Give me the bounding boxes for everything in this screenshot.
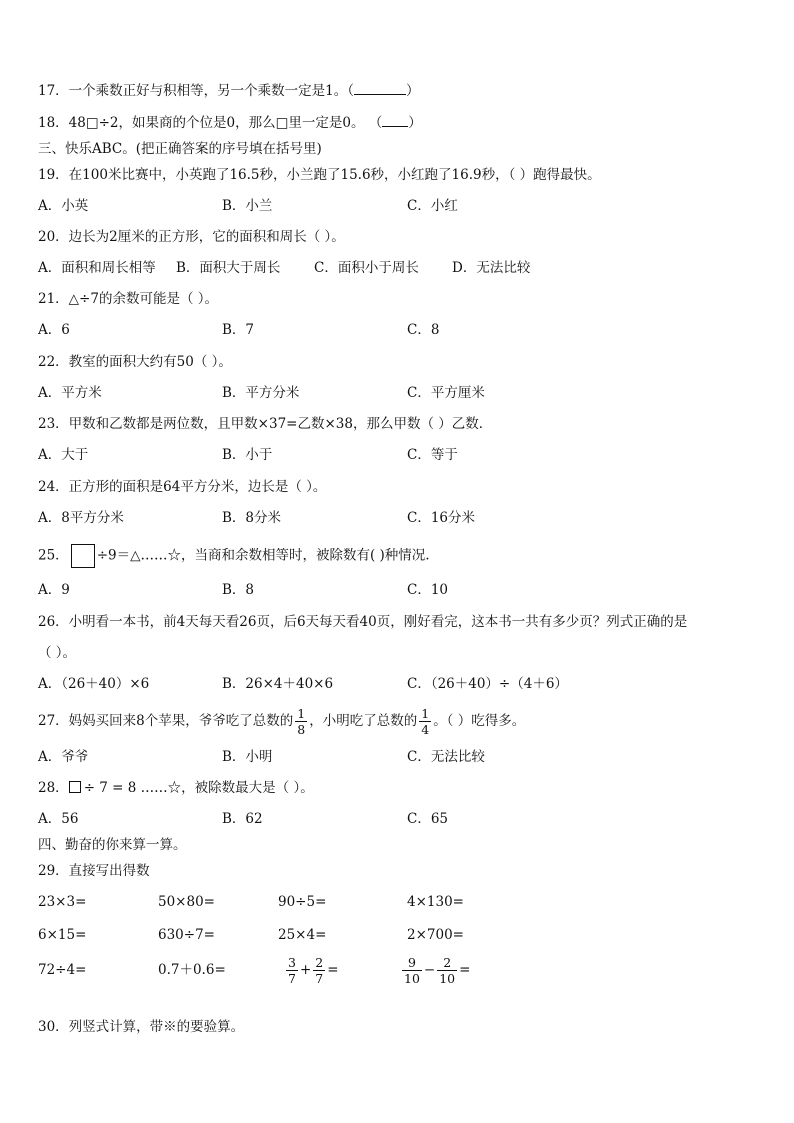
q23-option-c[interactable]: C．等于 [407,447,458,463]
fraction-numerator: 2 [315,955,324,970]
q21-option-c[interactable]: C．8 [407,322,440,338]
q24-option-a[interactable]: A．8平方分米 [38,510,124,526]
q20-option-c[interactable]: C．面积小于周长 [314,260,419,276]
q21-option-b[interactable]: B．7 [222,322,255,338]
question-26-blank: （ ）。 [38,645,77,661]
question-30: 30．列竖式计算，带※的要验算。 [38,1019,245,1035]
fraction-one-eighth [295,706,307,737]
question-24: 24．正方形的面积是64平方分米，边长是（ ）。 [38,479,327,495]
question-27-part3: 。（ ）吃得多。 [433,713,526,729]
q19-option-a[interactable]: A．小英 [38,198,89,214]
q25-option-a[interactable]: A．9 [38,582,70,598]
calc-item: 50×80= [158,894,215,910]
q22-option-c[interactable]: C．平方厘米 [407,385,485,401]
question-17 [38,82,420,100]
q27-option-b[interactable]: B．小明 [222,749,273,765]
q24-option-b[interactable]: B．8分米 [222,510,282,526]
q28-option-b[interactable]: B．62 [222,811,263,827]
question-25-text: ÷9＝△……☆，当商和余数相等时，被除数有( )种情况. [96,547,430,564]
calc-item: 630÷7= [158,927,215,943]
question-18-close: ） [408,115,422,131]
answer-blank-18[interactable] [382,114,408,127]
question-17-close: ） [406,83,420,99]
q22-option-b[interactable]: B．平方分米 [222,385,300,401]
plus-sign: + [299,962,312,978]
q27-option-c[interactable]: C．无法比较 [407,749,485,765]
question-27-part1: 27．妈妈买回来8个苹果，爷爷吃了总数的 [38,713,294,729]
fraction-denominator: 7 [315,971,324,986]
q23-option-a[interactable]: A．大于 [38,447,89,463]
fraction-denominator: 10 [439,971,456,986]
fraction-expression-2 [400,950,470,990]
q28-option-c[interactable]: C．65 [407,811,449,827]
question-28 [38,779,314,797]
q24-option-c[interactable]: C．16分米 [407,510,476,526]
fraction-numerator: 9 [407,955,416,970]
q27-option-a[interactable]: A．爷爷 [38,749,89,765]
q25-option-c[interactable]: C．10 [407,582,449,598]
answer-blank-17[interactable] [354,82,406,95]
minus-sign: − [423,962,436,978]
question-18 [38,114,422,132]
section-3-heading: 三、快乐ABC。(把正确答案的序号填在括号里) [38,141,322,157]
fraction [402,955,422,986]
fraction-denominator: 7 [288,971,296,986]
fraction-numerator: 3 [288,955,296,970]
calc-item: 90÷5= [278,894,327,910]
calc-item: 4×130= [407,894,464,910]
question-28-number: 28． [38,780,69,796]
calc-item: 6×15= [38,927,87,943]
question-21: 21．△÷7的余数可能是（ ）。 [38,291,219,307]
q21-option-a[interactable]: A．6 [38,322,70,338]
fraction-denominator: 10 [404,971,420,986]
q19-option-c[interactable]: C．小红 [407,198,458,214]
q26-option-c[interactable]: C．（26＋40）÷（4＋6） [407,676,568,692]
fraction [437,955,457,986]
question-19: 19．在100米比赛中，小英跑了16.5秒，小兰跑了15.6秒，小红跑了16.9秒，（ ）跑得最快。 [38,167,601,183]
fraction-expression-1 [284,950,339,990]
question-26: 26．小明看一本书，前4天每天看26页，后6天每天看40页，刚好看完，这本书一共有多少页？列式正确的是 [38,614,688,630]
question-22: 22．教室的面积大约有50（ ）。 [38,354,232,370]
question-17-text: 17．一个乘数正好与积相等，另一个乘数一定是1。（ [38,83,355,99]
calc-item: 72÷4= [38,962,87,978]
question-27 [38,704,525,738]
calc-item: 0.7＋0.6= [158,962,226,978]
equals-sign: = [459,962,471,978]
q20-option-b[interactable]: B．面积大于周长 [176,260,281,276]
calc-item: 2×700= [407,927,464,943]
calc-item: 23×3= [38,894,87,910]
fraction-numerator: 2 [443,955,452,970]
question-25-number: 25． [38,547,69,564]
section-4-heading: 四、勤奋的你来算一算。 [38,837,187,853]
dividend-box[interactable] [69,781,81,793]
calc-item: 25×4= [278,927,327,943]
q23-option-b[interactable]: B．小于 [222,447,273,463]
q20-option-d[interactable]: D．无法比较 [452,260,531,276]
fraction-numerator: 1 [297,706,306,721]
q28-option-a[interactable]: A．56 [38,811,79,827]
fraction [286,955,298,986]
q26-option-a[interactable]: A．（26＋40）×6 [38,676,150,692]
fraction-denominator: 4 [421,722,430,737]
question-25 [38,544,430,568]
equals-sign: = [327,962,339,978]
fraction [313,955,325,986]
fraction-numerator: 1 [421,706,430,721]
question-28-text: ÷ 7 = 8 ……☆，被除数最大是（ ）。 [83,780,314,796]
q22-option-a[interactable]: A．平方米 [38,385,102,401]
question-29-title: 29．直接写出得数 [38,863,150,879]
q25-option-b[interactable]: B．8 [222,582,255,598]
question-23: 23．甲数和乙数都是两位数，且甲数×37=乙数×38，那么甲数（ ）乙数． [38,416,493,432]
q19-option-b[interactable]: B．小兰 [222,198,273,214]
fraction-denominator: 8 [297,722,306,737]
q26-option-b[interactable]: B．26×4＋40×6 [222,676,334,692]
question-27-part2: ，小明吃了总数的 [309,713,418,729]
question-18-text: 18．48□÷2，如果商的个位是0，那么□里一定是0。 （ [38,115,383,131]
fraction-one-quarter [419,706,431,737]
question-20: 20．边长为2厘米的正方形，它的面积和周长（ ）。 [38,229,345,245]
dividend-box[interactable] [71,544,95,568]
q20-option-a[interactable]: A．面积和周长相等 [38,260,156,276]
